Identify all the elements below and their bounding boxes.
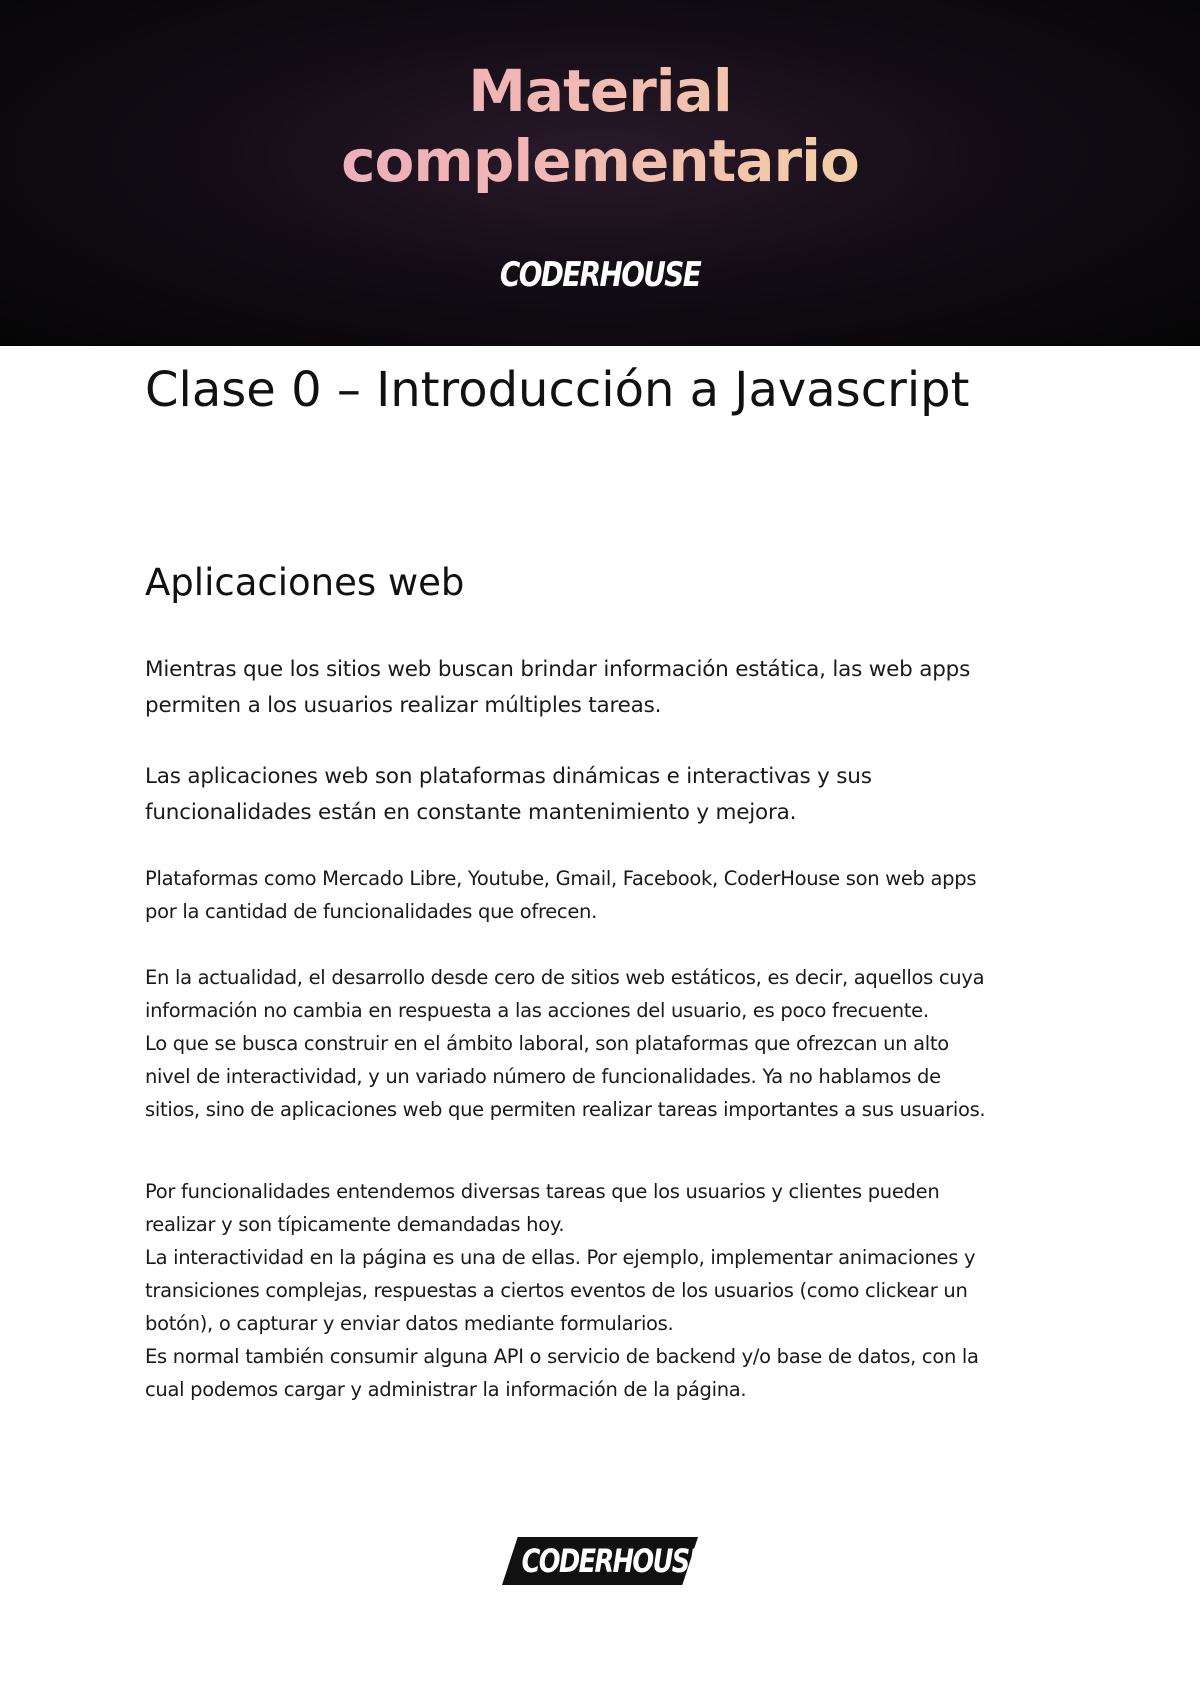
paragraph-4: [145, 961, 1065, 1126]
document-body: [145, 360, 1065, 1401]
paragraph-line: por la cantidad de funcionalidades que ofrecen.: [145, 900, 598, 923]
paragraph-1: [145, 652, 1065, 724]
paragraph-line: Es normal también consumir alguna API o servicio de backend y/o base de datos, con la: [145, 1345, 979, 1368]
paragraph-line: transiciones complejas, respuestas a ciertos eventos de los usuarios (como clickear un: [145, 1279, 968, 1302]
header-title: [0, 56, 1200, 196]
paragraph-line: información no cambia en respuesta a las acciones del usuario, es poco frecuente.: [145, 999, 929, 1022]
paragraph-line: La interactividad en la página es una de ellas. Por ejemplo, implementar animaciones y: [145, 1246, 976, 1269]
paragraph-5: [145, 1175, 1065, 1406]
class-title: Clase 0 – Introducción a Javascript: [145, 362, 970, 418]
paragraph-line: Mientras que los sitios web buscan brindar información estática, las web apps: [145, 657, 971, 682]
paragraph-3: [145, 862, 1065, 928]
paragraph-line: funcionalidades están en constante mantenimiento y mejora.: [145, 800, 797, 825]
paragraph-line: sitios, sino de aplicaciones web que permiten realizar tareas importantes a sus usuarios.: [145, 1098, 986, 1121]
coderhouse-logo-header: CODERHOUSE: [499, 255, 701, 295]
paragraph-2: [145, 759, 1065, 831]
paragraph-line: En la actualidad, el desarrollo desde cero de sitios web estáticos, es decir, aquellos cuya: [145, 966, 985, 989]
paragraph-line: nivel de interactividad, y un variado número de funcionalidades. Ya no hablamos de: [145, 1065, 941, 1088]
paragraph-line: permiten a los usuarios realizar múltiples tareas.: [145, 693, 662, 718]
paragraph-line: botón), o capturar y enviar datos mediante formularios.: [145, 1312, 674, 1335]
section-title: Aplicaciones web: [145, 561, 465, 604]
paragraph-line: Por funcionalidades entendemos diversas tareas que los usuarios y clientes pueden: [145, 1180, 940, 1203]
paragraph-line: Las aplicaciones web son plataformas dinámicas e interactivas y sus: [145, 764, 872, 789]
logo-text: CODERHOUSE: [521, 1542, 705, 1580]
paragraph-line: Lo que se busca construir en el ámbito laboral, son plataformas que ofrezcan un alto: [145, 1032, 949, 1055]
paragraph-line: Plataformas como Mercado Libre, Youtube, Gmail, Facebook, CoderHouse son web apps: [145, 867, 977, 890]
coderhouse-logo-footer: [502, 1537, 705, 1585]
paragraph-line: cual podemos cargar y administrar la información de la página.: [145, 1378, 747, 1401]
header-title-line2: complementario: [0, 126, 1200, 196]
paragraph-line: realizar y son típicamente demandadas hoy.: [145, 1213, 565, 1236]
header-banner: [0, 0, 1200, 346]
header-title-line1: Material: [0, 56, 1200, 126]
